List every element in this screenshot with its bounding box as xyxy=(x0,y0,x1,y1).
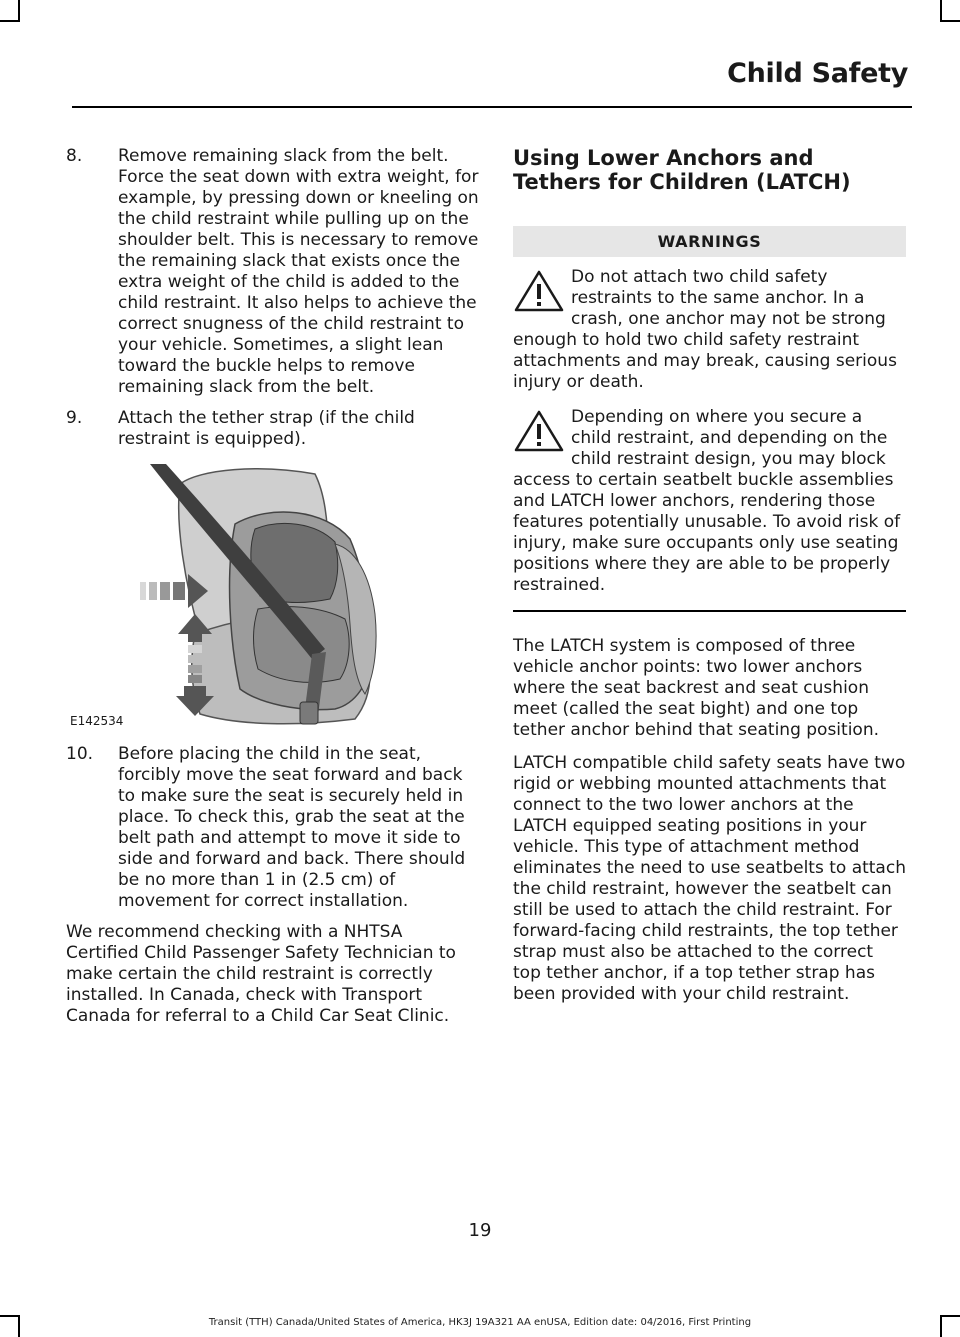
step-number: 10. xyxy=(66,744,94,764)
crop-mark xyxy=(940,0,942,22)
warning-text: Do not attach two child safety restraints to the same anchor. In a crash, one anchor may not be strong enough to hold two child safety restraint attachments and may break, causing serious injury or death. xyxy=(513,267,897,392)
section-heading: Using Lower Anchors and Tethers for Children (LATCH) xyxy=(513,146,851,194)
step-9 xyxy=(66,408,480,450)
step-text: Attach the tether strap (if the child restraint is equipped). xyxy=(118,408,415,449)
latch-compatibility: LATCH compatible child safety seats have two rigid or webbing mounted attachments that connect to the two lower anchors at the LATCH equipped seating positions in your vehicle. This type of attachment method eliminates the need to use seatbelts to attach the child restraint, however the seatbelt can still be used to attach the child restraint. For forward-facing child restraints, the top tether strap must also be attached to the correct top tether anchor, if a top tether strap has been provided with your child restraint. xyxy=(513,752,906,1004)
child-seat-illustration xyxy=(70,464,470,732)
recommendation-paragraph: We recommend checking with a NHTSA Certified Child Passenger Safety Technician to make certain the child restraint is correctly installed. In Canada, check with Transport Canada for referral to a Child Car Seat Clinic. xyxy=(66,922,456,1026)
figure-id: E142534 xyxy=(70,714,124,728)
crop-mark xyxy=(940,20,960,22)
page-title: Child Safety xyxy=(727,58,908,89)
warning-triangle-icon xyxy=(513,409,565,453)
warnings-divider xyxy=(513,610,906,612)
warning-2 xyxy=(513,407,906,596)
warnings-header: WARNINGS xyxy=(513,226,906,257)
left-column xyxy=(66,146,480,1027)
step-10 xyxy=(66,744,480,912)
step-text: Remove remaining slack from the belt. Force the seat down with extra weight, for example, by pressing down or kneeling on the child restraint while pulling up on the shoulder belt. This is necessary to remove the remaining slack that exists once the extra weight of the child is added to the child restraint. It also helps to achieve the correct snugness of the child restraint to your vehicle. Sometimes, a slight lean toward the buckle helps to remove remaining slack from the belt. xyxy=(118,146,479,397)
crop-mark xyxy=(18,0,20,22)
warning-triangle-icon xyxy=(513,269,565,313)
warning-1 xyxy=(513,267,906,393)
step-8 xyxy=(66,146,480,398)
crop-mark xyxy=(0,20,20,22)
step-number: 9. xyxy=(66,408,83,428)
header-divider xyxy=(72,106,912,108)
footer-edition-info: Transit (TTH) Canada/United States of America, HK3J 19A321 AA enUSA, Edition date: 04/2016, First Printing xyxy=(208,1317,752,1328)
right-column xyxy=(513,146,906,1017)
step-text: Before placing the child in the seat, forcibly move the seat forward and back to make sure the seat is securely held in place. To check this, grab the seat at the belt path and attempt to move it side to side and forward and back. There should be no more than 1 in (2.5 cm) of movement for correct installation. xyxy=(118,744,466,911)
latch-description: The LATCH system is composed of three vehicle anchor points: two lower anchors where the seat backrest and seat cushion meet (called the seat bight) and one top tether anchor behind that seating position. xyxy=(513,635,879,740)
step-number: 8. xyxy=(66,146,83,166)
page-number: 19 xyxy=(468,1220,492,1241)
warning-text: Depending on where you secure a child restraint, and depending on the child restraint design, you may block access to certain seatbelt buckle assemblies and LATCH lower anchors, rendering those features potentially unusable. To avoid risk of injury, make sure occupants only use seating positions where they are able to be properly restrained. xyxy=(513,407,901,595)
child-seat-drawing xyxy=(140,464,470,732)
